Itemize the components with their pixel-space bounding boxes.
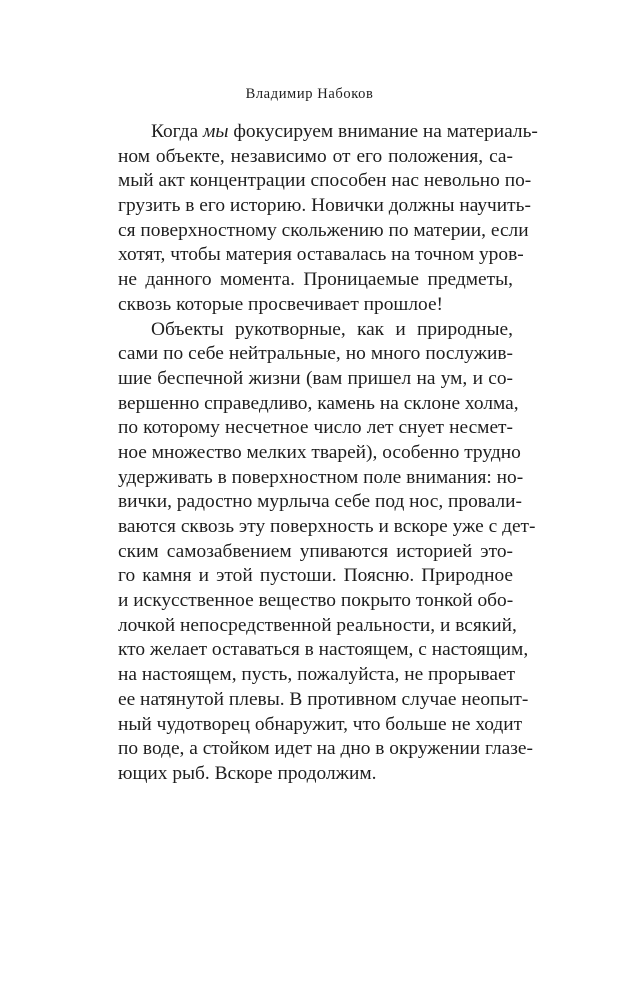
paragraph-2-line: на настоящем, пусть, пожалуйста, не прорывает — [118, 664, 516, 686]
paragraph-2-line: лочкой непосредственной реальности, и всякий, — [118, 614, 517, 636]
paragraph-1-line: ном объекте, независимо от его положения, са- — [118, 145, 513, 167]
paragraph-2-line: и искусственное вещество покрыто тонкой обо- — [118, 590, 514, 612]
paragraph-1-line: грузить в его историю. Новички должны научить- — [118, 195, 531, 217]
paragraph-2-line: Объекты рукотворные, как и природные, — [151, 318, 513, 340]
paragraph-2-line: вершенно справедливо, камень на склоне холма, — [118, 392, 519, 414]
paragraph-1-line-1 — [118, 120, 538, 145]
running-head: Владимир Набоков — [245, 86, 374, 102]
paragraph-2-line: вички, радостно мурлыча себе под нос, провали- — [118, 491, 522, 513]
paragraph-2-line: ный чудотворец обнаружит, что больше не ходит — [118, 713, 523, 735]
paragraph-2-line: по которому несчетное число лет снует несмет- — [118, 417, 513, 439]
paragraph-1-line: хотят, чтобы материя оставалась на точном уров- — [118, 244, 524, 266]
italic-emphasis: мы — [202, 121, 229, 142]
paragraph-2-line: шие беспечной жизни (вам пришел на ум, и со- — [118, 367, 513, 389]
paragraph-1-line-1-end: фокусируем внимание на материаль- — [228, 121, 538, 142]
paragraph-2-line: ее натянутой плевы. В противном случае неопыт- — [118, 688, 529, 710]
paragraph-2-line: кто желает оставаться в настоящем, с настоящим, — [118, 639, 529, 661]
paragraph-2-line: ное множество мелких тварей), особенно трудно — [118, 441, 521, 463]
paragraph-1-line: мый акт концентрации способен нас невольно по- — [118, 170, 532, 192]
paragraph-2-line: ющих рыб. Вскоре продолжим. — [118, 762, 377, 784]
paragraph-2-line: по воде, а стойком идет на дно в окружении глазе- — [118, 738, 533, 760]
paragraph-1-line: ся поверхностному скольжению по материи, если — [118, 219, 529, 241]
body-text — [118, 120, 538, 787]
paragraph-2-line: ским самозабвением упиваются историей это- — [118, 540, 513, 562]
paragraph-2-line: сами по себе нейтральные, но много послужив- — [118, 343, 513, 365]
paragraph-2-line: ваются сквозь эту поверхность и вскоре уже с дет- — [118, 516, 536, 537]
paragraph-1-line: не данного момента. Проницаемые предметы, — [118, 269, 513, 291]
paragraph-1-line-1-start: Когда — [151, 121, 203, 142]
paragraph-2-line: го камня и этой пустоши. Поясню. Природное — [118, 565, 513, 587]
paragraph-2-line: удерживать в поверхностном поле внимания: но- — [118, 466, 524, 488]
paragraph-1-line: сквозь которые просвечивает прошлое! — [118, 293, 444, 315]
